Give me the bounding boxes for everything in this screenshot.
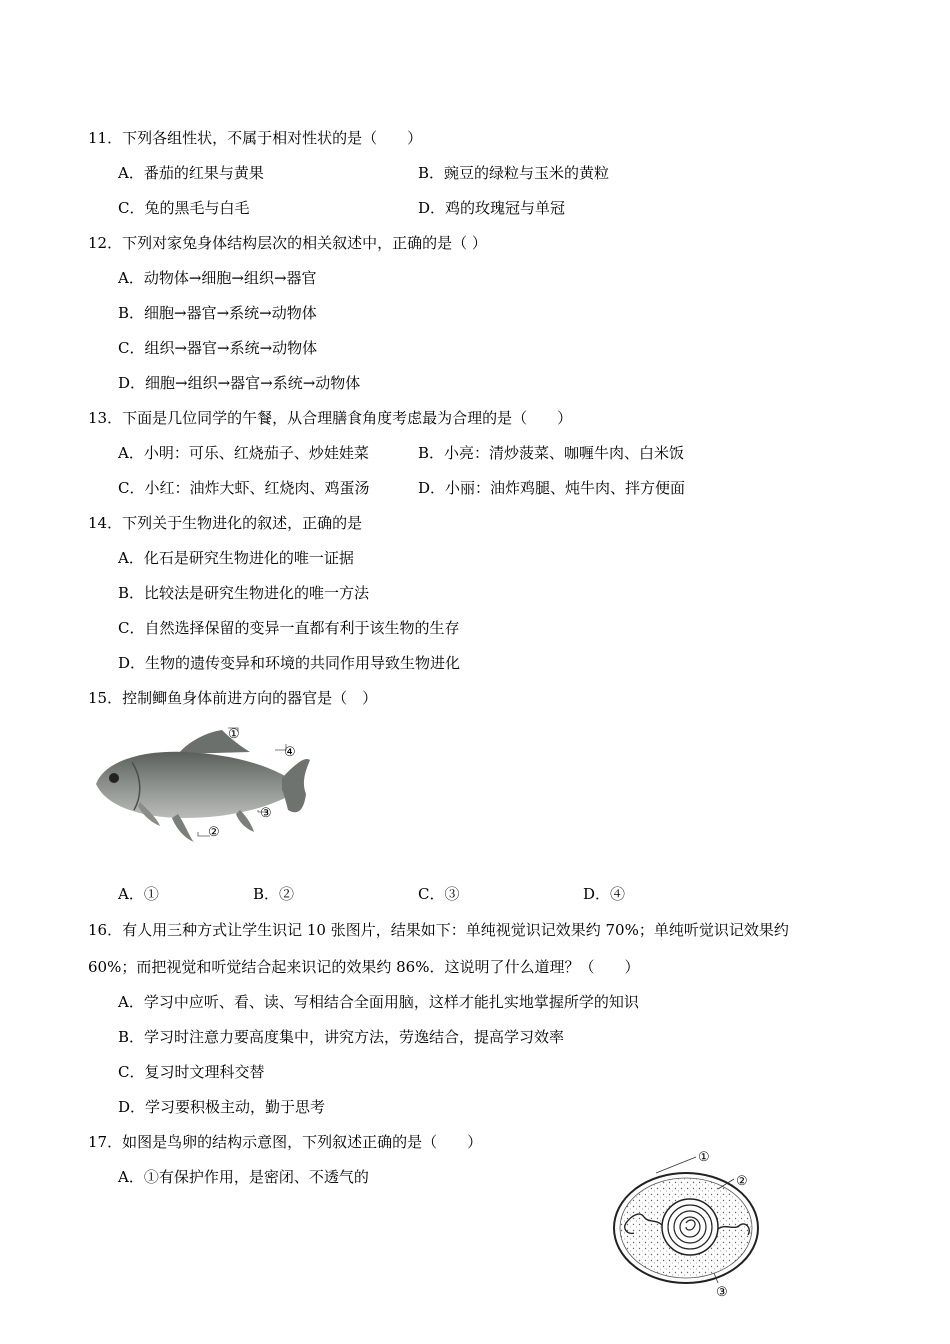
egg-label-2: ②	[736, 1174, 748, 1189]
question-14-option-b: B．比较法是研究生物进化的唯一方法	[118, 584, 370, 602]
question-14-stem: 14．下列关于生物进化的叙述，正确的是	[88, 514, 363, 532]
fish-label-2: ②	[208, 825, 220, 840]
question-15-option-d: D．④	[583, 885, 626, 903]
question-13-option-a: A．小明：可乐、红烧茄子、炒娃娃菜	[118, 444, 369, 462]
egg-label-3: ③	[716, 1285, 728, 1300]
question-17-option-a: A．①有保护作用，是密闭、不透气的	[118, 1168, 369, 1186]
fish-eye	[109, 773, 119, 783]
question-15-option-a: A．①	[118, 885, 159, 903]
question-12-option-a: A．动物体→细胞→组织→器官	[118, 269, 317, 287]
question-11-option-d: D．鸡的玫瑰冠与单冠	[418, 199, 566, 217]
question-16-stem-line2: 60%；而把视觉和听觉结合起来识记的效果约 86%．这说明了什么道理？（ ）	[88, 958, 640, 976]
question-14-option-d: D．生物的遗传变异和环境的共同作用导致生物进化	[118, 654, 461, 672]
question-11-option-a: A．番茄的红果与黄果	[118, 164, 264, 182]
question-16-option-d: D．学习要积极主动，勤于思考	[118, 1098, 326, 1116]
question-16-stem-line1: 16．有人用三种方式让学生识记 10 张图片，结果如下：单纯视觉识记效果约 70%；单纯听觉识记效果约	[88, 921, 789, 939]
question-11-stem: 11．下列各组性状，不属于相对性状的是（ ）	[88, 129, 423, 147]
question-16-option-a: A．学习中应听、看、读、写相结合全面用脑，这样才能扎实地掌握所学的知识	[118, 993, 639, 1011]
fish-tail-fin	[282, 759, 310, 812]
question-13-option-b: B．小亮：清炒菠菜、咖喱牛肉、白米饭	[418, 444, 685, 462]
question-12-option-c: C．组织→器官→系统→动物体	[118, 339, 318, 357]
question-11-option-b: B．豌豆的绿粒与玉米的黄粒	[418, 164, 610, 182]
question-12-option-b: B．细胞→器官→系统→动物体	[118, 304, 317, 322]
bird-egg-figure	[608, 1145, 768, 1300]
fish-label-3: ③	[260, 806, 272, 821]
question-13-stem: 13．下面是几位同学的午餐，从合理膳食角度考虑最为合理的是（ ）	[88, 409, 573, 427]
fish-label-4: ④	[284, 745, 296, 760]
question-14-option-a: A．化石是研究生物进化的唯一证据	[118, 549, 354, 567]
fish-body	[96, 752, 287, 818]
question-13-option-c: C．小红：油炸大虾、红烧肉、鸡蛋汤	[118, 479, 370, 497]
egg-label-1-leader	[656, 1157, 696, 1173]
question-12-option-d: D．细胞→组织→器官→系统→动物体	[118, 374, 361, 392]
egg-yolk	[662, 1199, 718, 1255]
question-14-option-c: C．自然选择保留的变异一直都有利于该生物的生存	[118, 619, 460, 637]
fish-anal-fin	[236, 810, 254, 832]
question-15-stem: 15．控制鲫鱼身体前进方向的器官是（ ）	[88, 689, 378, 707]
fish-pelvic-fin	[172, 814, 194, 842]
question-13-option-d: D．小丽：油炸鸡腿、炖牛肉、拌方便面	[418, 479, 686, 497]
fish-figure	[90, 722, 320, 847]
question-15-option-c: C．③	[418, 885, 460, 903]
question-12-stem: 12．下列对家兔身体结构层次的相关叙述中，正确的是（ ）	[88, 234, 487, 252]
question-16-option-b: B．学习时注意力要高度集中，讲究方法，劳逸结合，提高学习效率	[118, 1028, 565, 1046]
question-15-option-b: B．②	[253, 885, 295, 903]
question-17-stem: 17．如图是鸟卵的结构示意图，下列叙述正确的是（ ）	[88, 1133, 483, 1151]
fish-label-1: ①	[228, 727, 240, 742]
question-16-option-c: C．复习时文理科交替	[118, 1063, 265, 1081]
question-11-option-c: C．兔的黑毛与白毛	[118, 199, 250, 217]
egg-label-1: ①	[698, 1150, 710, 1165]
